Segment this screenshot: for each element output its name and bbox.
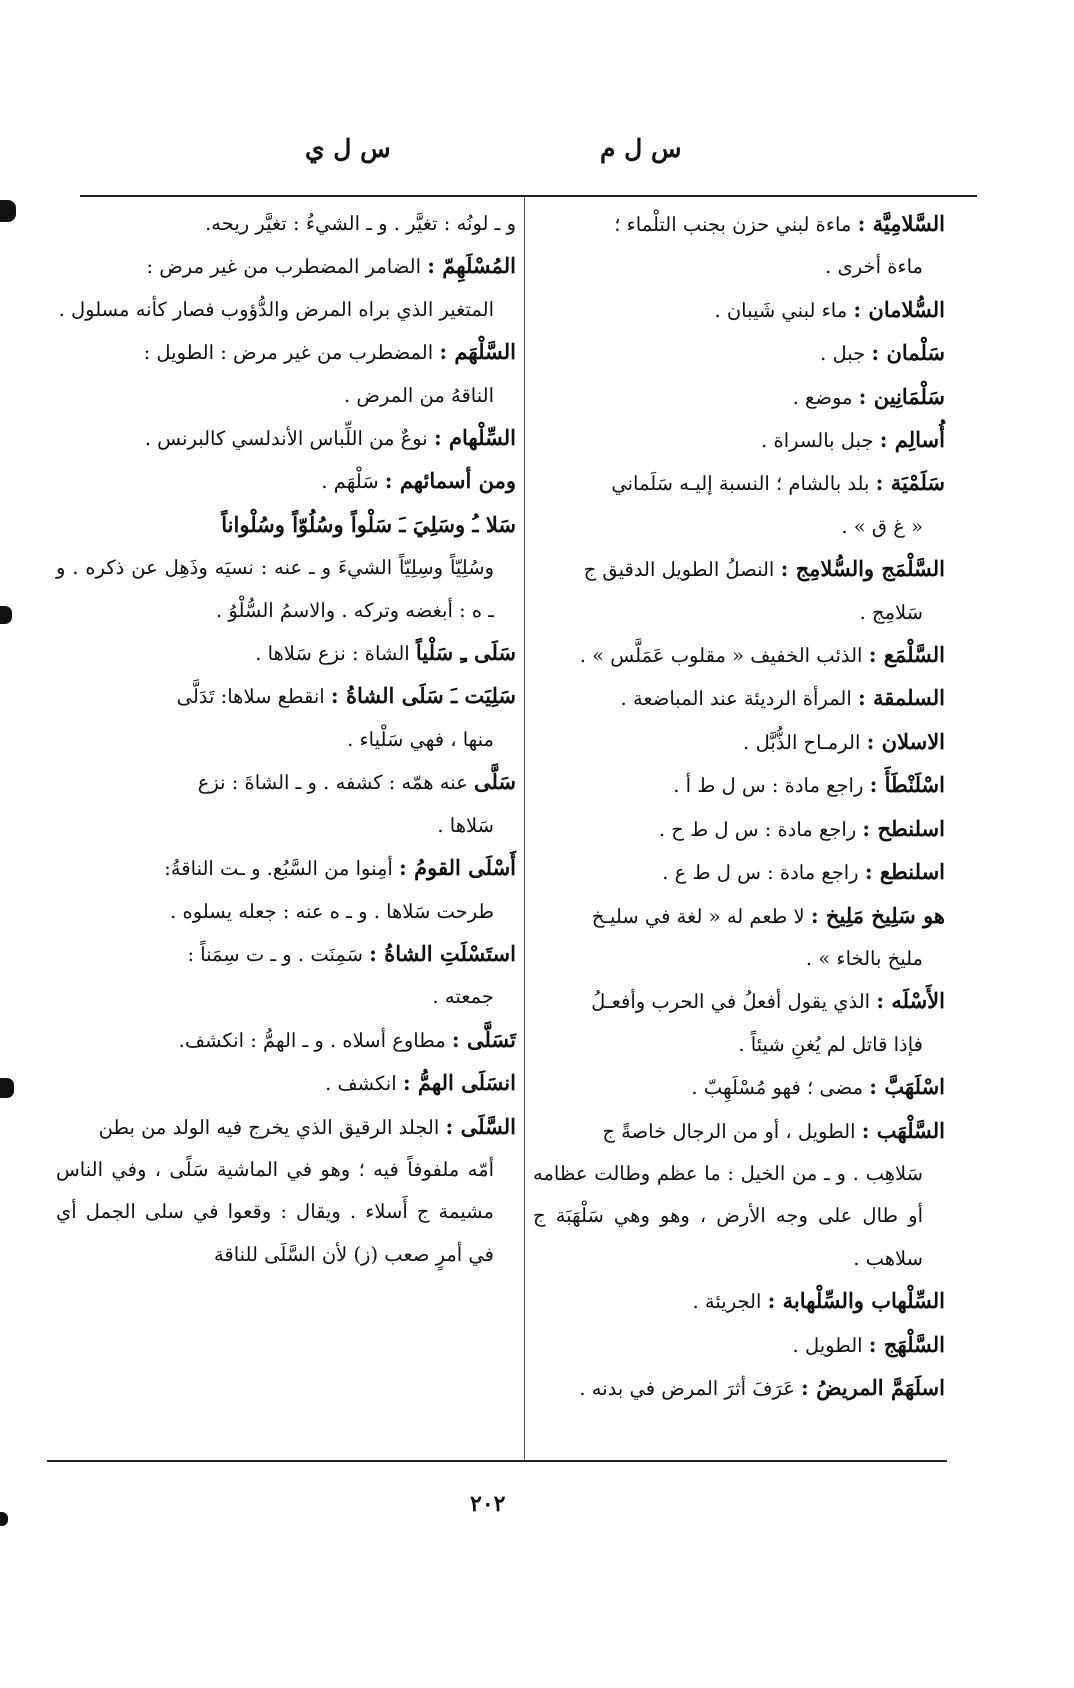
dictionary-entry — [56, 245, 516, 331]
entry-headword: أُسالِم : — [879, 427, 945, 453]
right-column — [533, 203, 945, 1410]
dictionary-entry — [56, 1062, 516, 1105]
entry-headword: اسلَهَمَّ المريضُ : — [801, 1374, 945, 1400]
dictionary-entry — [56, 203, 516, 245]
entry-definition: الطويل . — [792, 1333, 863, 1357]
dictionary-entry — [56, 675, 516, 761]
entry-definition: سَمِنَت . و ـ ت سِمَناً : — [187, 942, 363, 966]
entry-definition: عَرَفَ أثرَ المرض في بدنه . — [579, 1376, 795, 1400]
dictionary-entry — [533, 764, 945, 807]
entry-definition: انقطع سلاها: تَدَلَّى — [176, 685, 325, 709]
dictionary-entry — [56, 331, 516, 417]
dictionary-entry — [533, 289, 945, 332]
column-divider — [524, 197, 525, 1460]
entry-definition: الرمـاح الذُّبَّل . — [743, 730, 861, 754]
dictionary-entry — [533, 376, 945, 419]
entry-headword: السَّلْهَب : — [861, 1117, 945, 1143]
dictionary-entry — [533, 203, 945, 289]
entry-headword: السَّلْمَع : — [868, 642, 945, 668]
entry-definition: ماء لبني شَيبان . — [714, 298, 848, 322]
entry-definition: انكشف . — [325, 1072, 397, 1096]
entry-definition: الذي يقول أفعلُ في الحرب وأفعـلُ — [591, 990, 871, 1014]
dictionary-entry — [533, 980, 945, 1066]
entry-definition: الذئب الخفيف « مقلوب عَمَلَّس » . — [579, 644, 863, 668]
entry-definition: و ـ لونُه : تغيَّر . و ـ الشيءُ : تغيَّر ريحه. — [205, 212, 516, 235]
entry-headword: هو سَلِيخ مَلِيخ : — [810, 902, 945, 928]
dictionary-entry — [533, 677, 945, 720]
entry-headword: سَلا ـُ وسَلِيَ ـَ سَلْواً وسُلُوّاً وسُلْواناً — [221, 511, 516, 537]
dictionary-entry — [533, 1367, 945, 1410]
dictionary-entry — [56, 1019, 516, 1062]
entry-continuation: المتغير الذي براه المرض والدُّؤوب فصار كأنه مسلول . — [58, 297, 494, 321]
entry-definition: نوعٌ من اللِّباس الأندلسي كالبرنس . — [144, 427, 428, 451]
entry-definition: الضامر المضطرب من غير مرض : — [146, 255, 422, 279]
entry-headword: الأَسْلَه : — [876, 988, 945, 1014]
scan-edge-blot — [0, 1078, 14, 1098]
entry-definition: الطويل ، أو من الرجال خاصةً ج — [602, 1119, 856, 1143]
entry-continuation: منها ، فهي سَلْياء . — [347, 727, 494, 751]
entry-definition: راجع مادة : س ل ط ح . — [658, 817, 857, 841]
dictionary-entry — [533, 808, 945, 851]
entry-definition: راجع مادة : س ل ط أ . — [673, 774, 864, 798]
top-rule — [80, 195, 977, 197]
scan-edge-blot — [0, 606, 12, 624]
dictionary-entry — [533, 634, 945, 677]
entry-headword: السِّلْهام : — [433, 425, 516, 451]
entry-definition: لا طعم له « لغة في سليـخ — [591, 904, 805, 928]
entry-definition: المضطرب من غير مرض : الطويل : — [143, 341, 434, 365]
entry-headword: سَلَى ـِ سَلْياً — [415, 640, 516, 666]
entry-headword: ومن أسمائهم : — [384, 468, 516, 494]
entry-headword: سَلْمان : — [871, 340, 945, 366]
dictionary-entry — [533, 1066, 945, 1109]
dictionary-entry — [56, 847, 516, 933]
entry-headword: سَلَمْيَة : — [875, 470, 945, 496]
entry-definition: الجريئة . — [692, 1290, 762, 1314]
entry-headword: اسْلَهَبَّ : — [869, 1074, 945, 1100]
dictionary-entry — [56, 632, 516, 675]
entry-continuation: مليخ بالخاء » . — [805, 946, 923, 970]
dictionary-entry — [56, 417, 516, 460]
dictionary-entry — [533, 851, 945, 894]
entry-definition: ماءة لبني حزن بجنب التلْماء ؛ — [614, 213, 852, 236]
entry-definition: موضع . — [792, 385, 853, 409]
dictionary-entry — [533, 721, 945, 764]
entry-headword: السَّلْهَم : — [439, 339, 516, 365]
entry-definition: بلد بالشام ؛ النسبة إليـه سَلَماني — [611, 472, 870, 496]
entry-definition: راجع مادة : س ل ط ع . — [662, 861, 859, 885]
entry-definition: جبل . — [820, 342, 866, 366]
entry-headword: استَسْلَتِ الشاةُ : — [369, 940, 516, 966]
dictionary-entry — [56, 460, 516, 503]
dictionary-entry — [533, 462, 945, 548]
entry-headword: انسَلَى الهمُّ : — [402, 1070, 516, 1096]
entry-headword: سَلْمَانِين : — [858, 383, 945, 409]
entry-definition: عنه همّه : كشفه . و ـ الشاةَ : نزع — [197, 771, 468, 795]
entry-headword: سَلَّى — [473, 769, 516, 795]
entry-headword: السُّلامان : — [853, 296, 945, 322]
dictionary-entry — [533, 1110, 945, 1281]
entry-headword: أَسْلَى القومُ : — [399, 855, 516, 881]
entry-continuation: ماءة أخرى . — [825, 255, 923, 279]
dictionary-entry — [56, 504, 516, 632]
entry-headword: السلمقة : — [857, 685, 945, 711]
dictionary-entry — [533, 1280, 945, 1323]
entry-headword: السَّلامِيَّة : — [857, 211, 945, 236]
bottom-rule — [47, 1460, 947, 1462]
dictionary-entry — [56, 933, 516, 1019]
entry-continuation: سَلاهِب . و ـ من الخيل : ما عظم وطالت عظامه أو طال على وجه الأرض ، وهو وهي سَلْهَبَة ج سلاهب . — [533, 1161, 923, 1270]
entry-headword: السِّلْهاب والسِّلْهابة : — [767, 1288, 945, 1314]
entry-headword: السَّلْهَج : — [868, 1331, 945, 1357]
dictionary-entry — [533, 1324, 945, 1367]
entry-headword: اسلنطح : — [862, 815, 945, 841]
entry-headword: تَسَلَّى : — [451, 1026, 516, 1052]
entry-definition: مطاوع أسلاه . و ـ الهمُّ : انكشف. — [178, 1028, 446, 1052]
entry-definition: المرأة الرديئة عند المباضعة . — [620, 687, 852, 711]
entry-headword: السَّلَى : — [445, 1113, 516, 1139]
entry-headword: الاسلان : — [866, 728, 945, 754]
entry-continuation: سَلاها . — [437, 813, 494, 837]
entry-definition: مضى ؛ فهو مُسْلَهِبّ . — [691, 1076, 864, 1100]
entry-continuation: فإذا قاتل لم يُغنِ شيئاً . — [738, 1032, 923, 1056]
entry-headword: سَلِيَت ـَ سَلَى الشاةُ : — [330, 683, 516, 709]
scan-edge-blot — [0, 1512, 8, 1526]
scan-edge-blot — [0, 200, 16, 222]
left-column — [56, 203, 516, 1276]
entry-continuation: وسُلِيّاً وسِلِيّاً الشيءَ و ـ عنه : نسيَه وذَهِل عن ذكره . و ـ ه : أبغضه وتركه . والاسمُ السُّلْوُ . — [56, 556, 494, 622]
entry-definition: أمِنوا من السَّبُع. و ـت الناقةُ: — [164, 857, 393, 881]
dictionary-entry — [533, 419, 945, 462]
entry-continuation: طرحت سَلاها . و ـ ه عنه : جعله يسلوه . — [170, 899, 494, 923]
entry-headword: اسلنطع : — [864, 859, 945, 885]
entry-definition: الشاة : نزع سَلاها . — [255, 642, 410, 666]
header-root-left: س ل ي — [305, 134, 391, 163]
entry-headword: اسْلَنْطَأَ : — [869, 772, 945, 798]
entry-continuation: أمّه ملفوفاً فيه ؛ وهو في الماشية سَلًى ، وفي الناس مشيمة ج أَسلاء . ويقال : وقعوا في سلى الجمل أي في أمرٍ صعب (ز) لأن السَّلَى للناقة — [56, 1157, 494, 1266]
entry-headword: السَّلْمَج والسُّلامِج : — [780, 556, 945, 582]
dictionary-entry — [56, 761, 516, 847]
entry-definition: النصلُ الطويل الدقيق ج — [583, 558, 775, 582]
entry-continuation: جمعته . — [432, 985, 494, 1009]
header-root-right: س ل م — [600, 134, 682, 163]
entry-continuation: الناقهُ من المرض . — [343, 383, 494, 407]
dictionary-entry — [533, 332, 945, 375]
entry-continuation: « غ ق » . — [841, 514, 923, 538]
entry-definition: سَلْهَم . — [321, 470, 379, 494]
page-number: ٢٠٢ — [470, 1491, 506, 1517]
dictionary-entry — [533, 895, 945, 981]
dictionary-entry — [533, 548, 945, 634]
entry-definition: الجلد الرقيق الذي يخرج فيه الولد من بطن — [98, 1115, 440, 1139]
entry-continuation: سَلامِج . — [859, 600, 923, 624]
entry-definition: جبل بالسراة . — [761, 429, 874, 453]
dictionary-entry — [56, 1106, 516, 1277]
entry-headword: المُسْلَهِمّ : — [427, 253, 516, 279]
